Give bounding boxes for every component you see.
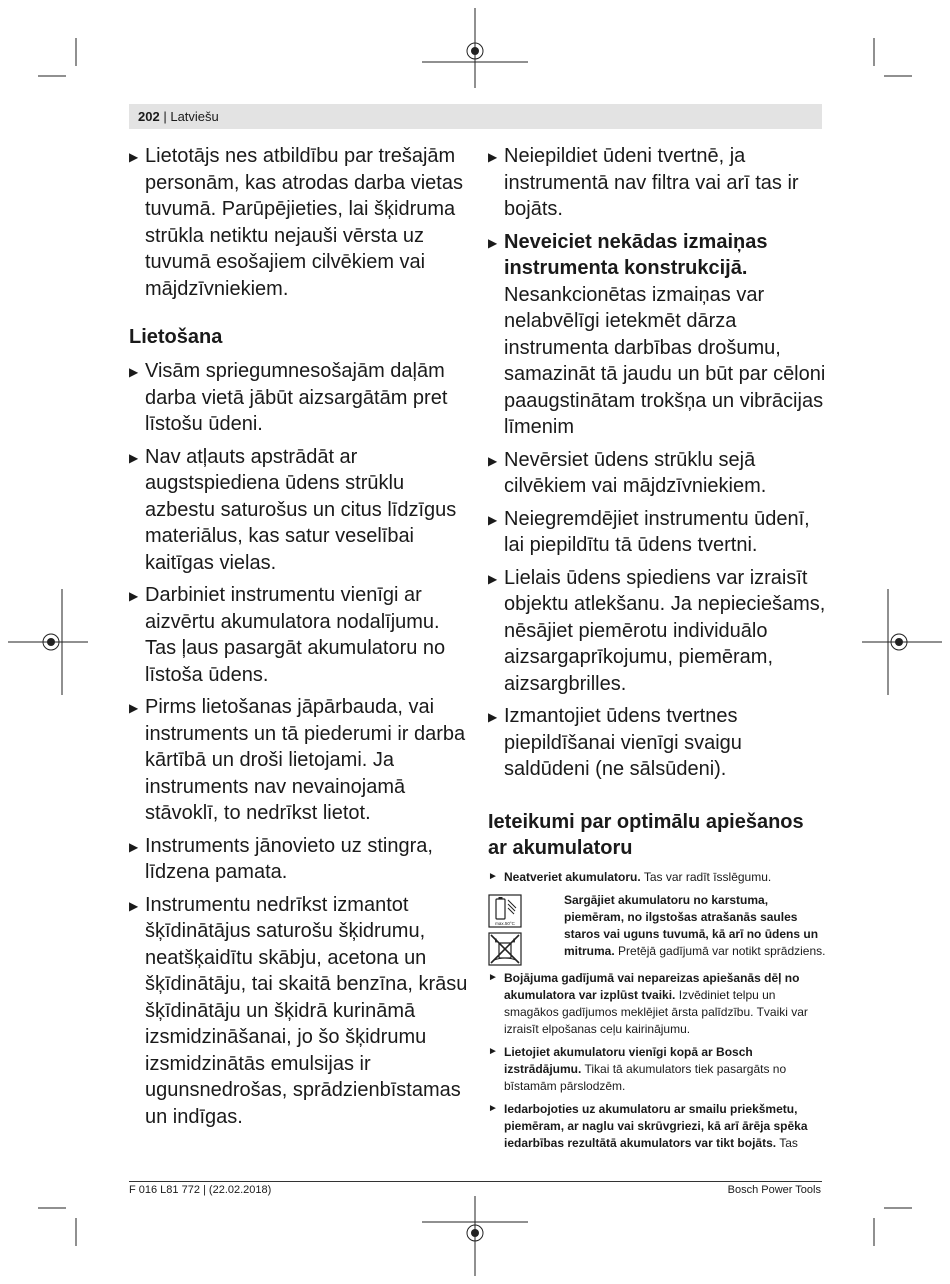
page-number: 202 [138,109,160,124]
list-item [129,694,469,827]
bullet-arrow-icon: ► [488,870,498,882]
battery-item-open [488,869,828,886]
left-column [129,143,469,1136]
header-separator: | [163,109,167,124]
item-bold-text: Iedarbojoties uz akumulatoru ar smailu priekšmetu, piemēram, ar naglu vai skrūvgriezi, kā arī ārēja spēka iedarbības rezultātā akumulators var tikt bojāts. [504,1101,808,1150]
bullet-arrow-icon: ▶ [129,150,139,164]
battery-item-heat [488,892,828,962]
item-text: Nevērsiet ūdens strūklu sejā cilvēkiem vai mājdzīvniekiem. [504,448,767,497]
item-text: Neiepildiet ūdeni tvertnē, ja instrumentā nav filtra vai arī tas ir bojāts. [504,145,799,220]
item-text: Pirms lietošanas jāpārbauda, vai instruments un tā piederumi ir darba kārtībā un droši lietojami. Ja instruments nav nevainojamā stāvoklī, to nedrīkst lietot. [145,696,466,824]
battery-item-sharp [488,1101,828,1152]
item-text: Lietotājs nes atbildību par trešajām personām, kas atrodas darba vietas tuvumā. Parūpējieties, lai šķidruma strūkla netiktu nejauši vērsta uz tuvumā esošajiem cilvēkiem vai mājdzīvniekiem. [145,145,463,300]
item-text: Izmantojiet ūdens tvertnes piepildīšanai vienīgi svaigu saldūdeni (ne sālsūdeni). [504,705,742,780]
list-item [488,703,828,783]
section-heading-usage: Lietošana [129,326,223,348]
icon-temp-label: max.50°C [495,920,515,926]
item-text: Visām spriegumnesošajām daļām darba vietā jābūt aizsargātām pret līstošu ūdeni. [145,360,448,435]
item-bold-text: Bojājuma gadījumā vai nepareizas apiešanās dēļ no akumulatora var izplūst tvaiki. [504,970,800,1002]
header-text [138,109,219,124]
item-text: Instruments jānovieto uz stingra, līdzena pamata. [145,834,433,883]
bullet-arrow-icon: ▶ [488,710,498,724]
list-item [129,582,469,688]
list-item [129,833,469,886]
warning-icons [488,894,522,970]
list-item [129,892,469,1131]
footer-brand: Bosch Power Tools [727,1184,821,1196]
section-heading-battery: Ieteikumi par optimālu apiešanos ar akumulatoru [488,810,804,859]
item-bold-text: Sargājiet akumulatoru no karstuma, piemēram, no ilgstošas atrašanās saules staros vai uguns tuvumā, kā arī no ūdens un mitruma. [564,892,819,958]
bullet-arrow-icon: ► [488,971,498,983]
item-text: Instrumentu nedrīkst izmantot šķīdinātājus saturošu šķidrumu, neatšķaidītu skābju, acetona un šķīdinātāju, tai skaitā benzīna, krāsu šķīdinātāju un šķidrā kurināmā izsmidzināšanai, jo šo šķidrumu izsmidzinātās emulsijas ir ugunsnedrošas, sprādzienbīstamas un indīgas. [145,893,468,1128]
bullet-arrow-icon: ▶ [129,450,139,465]
item-text: Neiegremdējiet instrumentu ūdenī, lai piepildītu tā ūdens tvertni. [504,507,810,556]
bullet-arrow-icon: ▶ [129,589,139,603]
item-text: Nav atļauts apstrādāt ar augstspiediena ūdens strūklu azbestu saturošus un citus līdzīgus materiālus, kas satur veselībai kaitīgas vielas. [145,445,457,574]
footer-doc-id: F 016 L81 772 | (22.02.2018) [129,1184,272,1196]
battery-temperature-icon [488,894,522,928]
page-header [129,104,822,129]
no-water-battery-icon [488,932,522,966]
bullet-arrow-icon: ▶ [488,571,498,586]
bullet-arrow-icon: ▶ [488,150,498,164]
right-column [488,143,828,1158]
bullet-arrow-icon: ► [488,1045,498,1057]
list-item [488,506,828,559]
item-text: Tikai tā akumulators tiek pasargāts no bīstamām pārslodzēm. [504,1061,787,1093]
header-language: Latviešu [170,109,219,124]
list-item [129,444,469,577]
list-item [129,143,469,302]
bullet-arrow-icon: ▶ [129,898,139,913]
item-bold-text: Neatveriet akumulatoru. [504,869,641,884]
footer-divider [129,1181,822,1182]
item-text: Nesankcionētas izmaiņas var nelabvēlīgi ietekmēt dārza instrumenta darbības drošumu, samazināt tā jaudu un būt par cēloni paaugstinātam trokšņa un vibrācijas līmenim [504,283,826,438]
bullet-arrow-icon: ▶ [129,365,139,379]
bullet-arrow-icon: ▶ [488,453,498,468]
item-text: Pretējā gadījumā var notikt sprādziens. [614,943,826,958]
item-text: Izvēdiniet telpu un smagākos gadījumos meklējiet ārsta palīdzību. Tvaiki var izraisīt elpošanas ceļu kairinājumu. [504,987,808,1036]
list-item [488,229,828,441]
bullet-arrow-icon: ▶ [488,235,498,250]
bullet-arrow-icon: ▶ [129,839,139,854]
bullet-arrow-icon: ▶ [129,701,139,715]
list-item [488,447,828,500]
item-text: Tas var radīt īsslēgumu. [640,869,772,884]
bullet-arrow-icon: ▶ [488,512,498,527]
item-bold-text: Neveiciet nekādas izmaiņas instrumenta konstrukcijā. [504,230,768,279]
battery-item-bosch [488,1044,828,1095]
item-text: Darbiniet instrumentu vienīgi ar aizvērtu akumulatora nodalījumu. Tas ļaus pasargāt akumulatoru no līstoša ūdens. [145,584,446,686]
list-item [129,358,469,438]
battery-item-damage [488,970,828,1038]
list-item [488,143,828,223]
item-text: Lielais ūdens spiediens var izraisīt objektu atlekšanu. Ja nepieciešams, nēsājiet piemērotu individuālo aizsargaprīkojumu, piemēram, aizsargbrilles. [504,566,826,695]
bullet-arrow-icon: ► [488,1102,498,1114]
item-bold-text: Lietojiet akumulatoru vienīgi kopā ar Bosch izstrādājumu. [504,1044,753,1076]
item-text: Tas [776,1135,798,1150]
list-item [488,565,828,698]
